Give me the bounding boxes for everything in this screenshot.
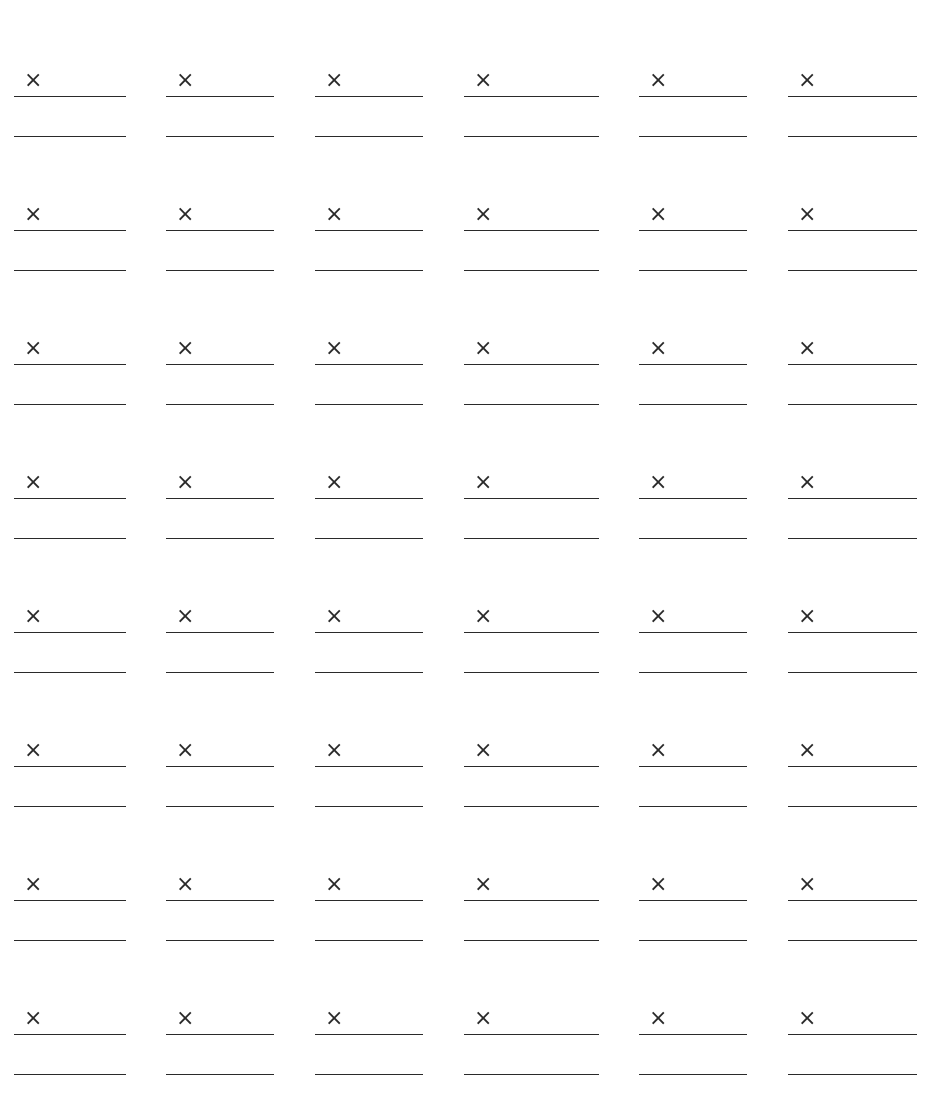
multiply-sign: × (24, 604, 43, 629)
problem-rule (14, 230, 126, 231)
answer-line[interactable] (788, 404, 917, 405)
problem-rule (788, 230, 917, 231)
answer-line[interactable] (166, 538, 274, 539)
answer-line[interactable] (464, 1074, 599, 1075)
multiply-sign: × (24, 336, 43, 361)
multiply-sign: × (325, 1006, 344, 1031)
problem-rule (464, 1034, 599, 1035)
multiply-sign: × (176, 738, 195, 763)
multiply-sign: × (798, 470, 817, 495)
multiply-sign: × (176, 470, 195, 495)
multiply-sign: × (474, 872, 493, 897)
problem-rule (166, 1034, 274, 1035)
problem-rule (639, 766, 747, 767)
answer-line[interactable] (464, 940, 599, 941)
answer-line[interactable] (315, 672, 423, 673)
multiply-sign: × (474, 604, 493, 629)
problem-rule (315, 1034, 423, 1035)
problem-rule (639, 498, 747, 499)
answer-line[interactable] (315, 270, 423, 271)
multiply-sign: × (474, 1006, 493, 1031)
answer-line[interactable] (464, 404, 599, 405)
answer-line[interactable] (14, 136, 126, 137)
problem-rule (14, 632, 126, 633)
problem-rule (464, 498, 599, 499)
multiply-sign: × (474, 336, 493, 361)
multiply-sign: × (24, 202, 43, 227)
problem-rule (166, 632, 274, 633)
problem-rule (639, 96, 747, 97)
multiply-sign: × (649, 604, 668, 629)
answer-line[interactable] (166, 672, 274, 673)
multiply-sign: × (798, 336, 817, 361)
multiply-sign: × (24, 470, 43, 495)
answer-line[interactable] (315, 1074, 423, 1075)
multiply-sign: × (325, 470, 344, 495)
problem-rule (639, 364, 747, 365)
answer-line[interactable] (464, 538, 599, 539)
answer-line[interactable] (464, 806, 599, 807)
answer-line[interactable] (14, 940, 126, 941)
problem-rule (788, 632, 917, 633)
answer-line[interactable] (639, 672, 747, 673)
answer-line[interactable] (639, 940, 747, 941)
answer-line[interactable] (788, 672, 917, 673)
answer-line[interactable] (166, 136, 274, 137)
multiply-sign: × (24, 738, 43, 763)
multiply-sign: × (325, 872, 344, 897)
multiply-sign: × (798, 738, 817, 763)
problem-rule (788, 1034, 917, 1035)
problem-rule (14, 96, 126, 97)
multiply-sign: × (325, 68, 344, 93)
multiply-sign: × (798, 202, 817, 227)
problem-rule (166, 230, 274, 231)
answer-line[interactable] (166, 1074, 274, 1075)
answer-line[interactable] (166, 940, 274, 941)
answer-line[interactable] (639, 136, 747, 137)
answer-line[interactable] (788, 270, 917, 271)
answer-line[interactable] (166, 270, 274, 271)
answer-line[interactable] (464, 672, 599, 673)
multiply-sign: × (24, 872, 43, 897)
answer-line[interactable] (639, 404, 747, 405)
problem-rule (166, 766, 274, 767)
multiply-sign: × (24, 68, 43, 93)
multiply-sign: × (474, 202, 493, 227)
problem-rule (464, 364, 599, 365)
multiply-sign: × (649, 872, 668, 897)
answer-line[interactable] (788, 806, 917, 807)
multiply-sign: × (325, 604, 344, 629)
answer-line[interactable] (166, 404, 274, 405)
multiply-sign: × (474, 68, 493, 93)
problem-rule (166, 900, 274, 901)
multiply-sign: × (325, 336, 344, 361)
problem-rule (315, 900, 423, 901)
multiply-sign: × (798, 1006, 817, 1031)
problem-rule (639, 230, 747, 231)
problem-rule (14, 1034, 126, 1035)
multiply-sign: × (24, 1006, 43, 1031)
multiply-sign: × (649, 202, 668, 227)
answer-line[interactable] (639, 538, 747, 539)
answer-line[interactable] (315, 136, 423, 137)
answer-line[interactable] (639, 806, 747, 807)
problem-rule (315, 498, 423, 499)
answer-line[interactable] (639, 270, 747, 271)
problem-rule (788, 498, 917, 499)
multiply-sign: × (649, 1006, 668, 1031)
problem-rule (464, 900, 599, 901)
multiply-sign: × (325, 202, 344, 227)
answer-line[interactable] (14, 806, 126, 807)
multiply-sign: × (649, 470, 668, 495)
problem-rule (464, 230, 599, 231)
answer-line[interactable] (166, 806, 274, 807)
problem-rule (464, 632, 599, 633)
problem-rule (788, 900, 917, 901)
problem-rule (14, 900, 126, 901)
multiply-sign: × (474, 470, 493, 495)
answer-line[interactable] (788, 538, 917, 539)
answer-line[interactable] (14, 538, 126, 539)
answer-line[interactable] (14, 270, 126, 271)
answer-line[interactable] (14, 1074, 126, 1075)
problem-rule (788, 96, 917, 97)
answer-line[interactable] (315, 538, 423, 539)
problem-rule (315, 766, 423, 767)
problem-rule (166, 498, 274, 499)
problem-rule (464, 96, 599, 97)
multiply-sign: × (176, 336, 195, 361)
answer-line[interactable] (14, 404, 126, 405)
answer-line[interactable] (639, 1074, 747, 1075)
answer-line[interactable] (14, 672, 126, 673)
multiply-sign: × (649, 336, 668, 361)
problem-rule (788, 766, 917, 767)
problem-rule (315, 364, 423, 365)
multiply-sign: × (798, 872, 817, 897)
answer-line[interactable] (464, 136, 599, 137)
answer-line[interactable] (788, 136, 917, 137)
problem-rule (639, 900, 747, 901)
problem-rule (639, 1034, 747, 1035)
answer-line[interactable] (788, 940, 917, 941)
multiply-sign: × (176, 202, 195, 227)
multiply-sign: × (798, 68, 817, 93)
answer-line[interactable] (788, 1074, 917, 1075)
answer-line[interactable] (315, 806, 423, 807)
problem-rule (166, 364, 274, 365)
multiply-sign: × (474, 738, 493, 763)
problem-rule (639, 632, 747, 633)
multiply-sign: × (798, 604, 817, 629)
problem-rule (14, 364, 126, 365)
answer-line[interactable] (315, 940, 423, 941)
multiply-sign: × (176, 872, 195, 897)
problem-rule (14, 766, 126, 767)
problem-rule (464, 766, 599, 767)
multiply-sign: × (176, 604, 195, 629)
problem-rule (166, 96, 274, 97)
problem-rule (788, 364, 917, 365)
multiply-sign: × (649, 738, 668, 763)
answer-line[interactable] (464, 270, 599, 271)
answer-line[interactable] (315, 404, 423, 405)
multiply-sign: × (176, 68, 195, 93)
problem-rule (14, 498, 126, 499)
problem-rule (315, 96, 423, 97)
multiply-sign: × (649, 68, 668, 93)
multiply-sign: × (325, 738, 344, 763)
multiply-sign: × (176, 1006, 195, 1031)
problem-rule (315, 632, 423, 633)
problem-rule (315, 230, 423, 231)
